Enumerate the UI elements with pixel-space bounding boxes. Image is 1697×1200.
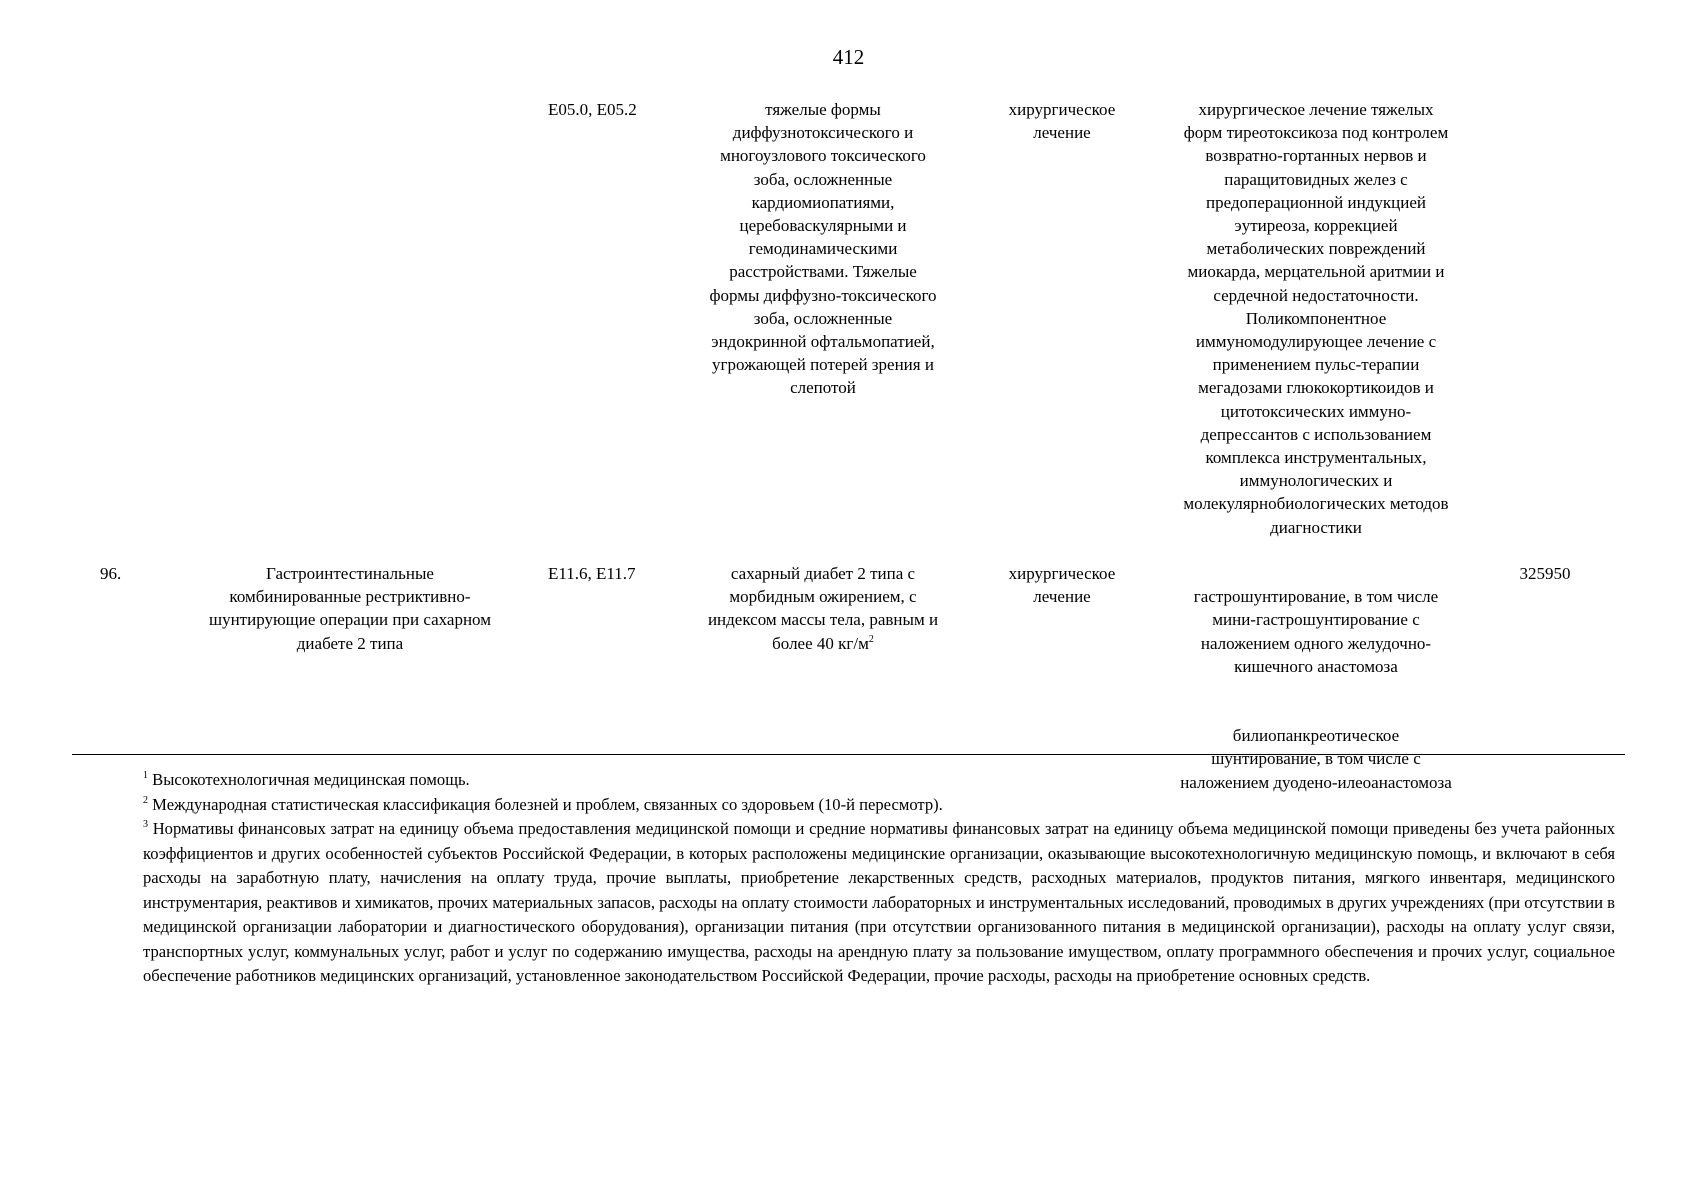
footnotes <box>143 768 1615 989</box>
row-1-patient-model: тяжелые формы диффузнотоксического и многоузлового токсического зоба, осложненные кардиомиопатиями, церебоваскулярными и гемодинамическими расстройствами. Тяжелые формы диффузно-токсического зоба, осложненные эндокринной офтальмопатией, угрожающей потерей зрения и слепотой <box>709 100 937 398</box>
footnote-2 <box>143 793 1615 818</box>
row-1-codes: E05.0, E05.2 <box>548 100 637 119</box>
row-2-patient-model <box>668 562 978 655</box>
row-2-cost: 325950 <box>1519 564 1571 583</box>
page-number: 412 <box>832 45 865 69</box>
footnote-1-mark: 1 <box>143 770 148 781</box>
footnote-2-mark: 2 <box>143 794 148 806</box>
row-2-codes: E11.6, E11.7 <box>548 564 636 583</box>
footnote-3-mark: 3 <box>143 819 148 830</box>
row-2-patient-model-sup: 2 <box>868 633 874 645</box>
footnote-1 <box>143 768 1615 793</box>
row-2-treatment-type: хирургическое лечение <box>1008 564 1116 607</box>
footnote-2-text: Международная статистическая классификация болезней и проблем, связанных со здоровьем (10-й пересмотр). <box>152 794 943 814</box>
row-1-treatment-method: хирургическое лечение тяжелых форм тиреотоксикоза под контролем возвратно-гортанных нервов и паращитовидных желез с предоперационной индукцией эутиреоза, коррекцией метаболических повреждений миокарда, мерцательной аритмии и сердечной недостаточности. Поликомпонентное иммуномодулирующее лечение с применением пульс-терапии мегадозами глюкокортикоидов и цитотоксических иммуно- депрессантов с использованием комплекса инструментальных, иммунологических и молекулярнобиологических методов диагностики <box>1183 100 1449 537</box>
row-2-care-name: Гастроинтестинальные комбинированные рестриктивно- шунтирующие операции при сахарном диабете 2 типа <box>208 564 491 653</box>
row-2-treatment-method-1: гастрошунтирование, в том числе мини-гастрошунтирование с наложением одного желудочно- кишечного анастомоза <box>1193 587 1439 676</box>
row-2-number: 96. <box>100 564 122 583</box>
footnote-1-text: Высокотехнологичная медицинская помощь. <box>152 770 470 789</box>
row-2-patient-model-text: сахарный диабет 2 типа с морбидным ожирением, с индексом массы тела, равным и более 40 кг/м <box>707 564 939 653</box>
row-1-treatment-type: хирургическое лечение <box>1008 100 1116 143</box>
row-2-treatment-method-2: билиопанкреотическое шунтирование, в том числе с наложением дуодено-илеоанастомоза <box>1180 726 1452 792</box>
footnote-3 <box>143 817 1615 989</box>
footnote-3-text: Нормативы финансовых затрат на единицу объема предоставления медицинской помощи и средние нормативы финансовых затрат на единицу объема медицинской помощи приведены без учета районных коэффициентов и других особенностей субъектов Российской Федерации, в которых расположены медицинские организации, оказывающие высокотехнологичную медицинскую помощь, и включают в себя расходы на заработную плату, начисления на оплату труда, прочие выплаты, приобретение лекарственных средств, расходных материалов, продуктов питания, мягкого инвентаря, медицинского инструментария, реактивов и химикатов, прочих материальных запасов, расходы на оплату стоимости лабораторных и инструментальных исследований, проводимых в других учреждениях (при отсутствии в медицинской организации лаборатории и диагностического оборудования), организации питания (при отсутствии организованного питания в медицинской организации), расходы на оплату услуг связи, транспортных услуг, коммунальных услуг, работ и услуг по содержанию имущества, расходы на арендную плату за пользование имуществом, оплату программного обеспечения и прочих услуг, социальное обеспечение работников медицинских организаций, установленное законодательством Российской Федерации, прочие расходы, расходы на приобретение основных средств. <box>143 819 1615 985</box>
table-bottom-rule <box>72 754 1625 755</box>
